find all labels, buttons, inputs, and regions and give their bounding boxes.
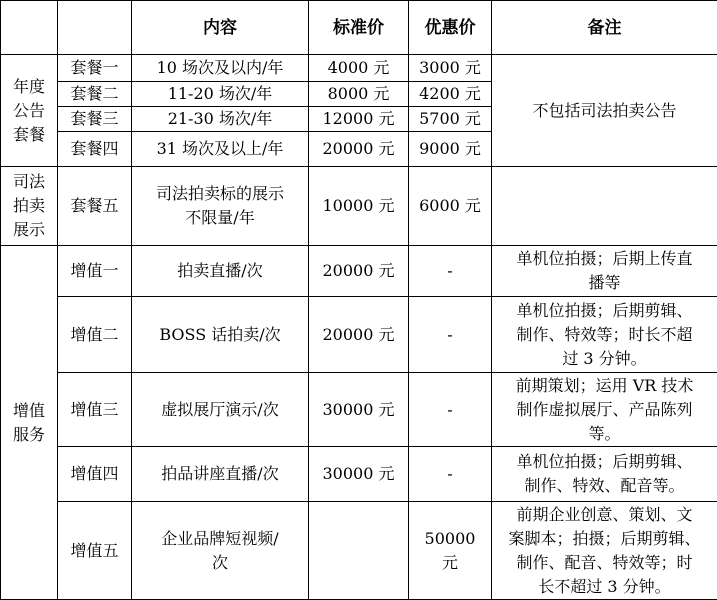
package-content: 21-30 场次/年	[132, 107, 309, 132]
standard-price: 20000 元	[309, 297, 409, 373]
package-name: 增值二	[58, 297, 132, 373]
remark-text: 单机位拍摄；后期上传直 播等	[516, 249, 692, 292]
table-row	[1, 167, 717, 246]
discount-price: -	[409, 447, 492, 502]
standard-price: 8000 元	[309, 82, 409, 107]
discount-price: -	[409, 297, 492, 373]
package-content: 31 场次及以上/年	[132, 132, 309, 167]
header-blank-2	[58, 1, 132, 55]
remark-text: 前期策划；运用 VR 技术 制作虚拟展厅、产品陈列 等。	[516, 376, 694, 443]
standard-price: 4000 元	[309, 55, 409, 82]
remark-text: 单机位拍摄；后期剪辑、 制作、特效等；时长不超 过 3 分钟。	[516, 301, 692, 368]
header-remark: 备注	[492, 1, 717, 55]
discount-price: -	[409, 373, 492, 447]
content-text: 司法拍卖标的展示 不限量/年	[156, 184, 284, 227]
package-name: 增值四	[58, 447, 132, 502]
discount-text: 50000 元	[425, 529, 476, 572]
remark	[492, 447, 717, 502]
standard-price	[309, 502, 409, 600]
remark	[492, 502, 717, 600]
package-name: 套餐五	[58, 167, 132, 246]
remark	[492, 246, 717, 297]
remark	[492, 297, 717, 373]
remark-text: 单机位拍摄；后期剪辑、 制作、特效、配音等。	[516, 452, 692, 495]
package-name: 套餐二	[58, 82, 132, 107]
package-content: 10 场次及以内/年	[132, 55, 309, 82]
package-content: BOSS 话拍卖/次	[132, 297, 309, 373]
package-content: 11-20 场次/年	[132, 82, 309, 107]
standard-price: 20000 元	[309, 246, 409, 297]
content-text: 企业品牌短视频/ 次	[161, 529, 278, 572]
remark	[492, 373, 717, 447]
package-name: 套餐一	[58, 55, 132, 82]
package-content: 虚拟展厅演示/次	[132, 373, 309, 447]
group-label: 增值 服务	[13, 401, 45, 444]
standard-price: 10000 元	[309, 167, 409, 246]
discount-price: 9000 元	[409, 132, 492, 167]
table-row	[1, 373, 717, 447]
package-name: 增值三	[58, 373, 132, 447]
package-name: 套餐三	[58, 107, 132, 132]
header-discount-price: 优惠价	[409, 1, 492, 55]
discount-price: 6000 元	[409, 167, 492, 246]
package-content	[132, 502, 309, 600]
header-row	[1, 1, 717, 55]
package-content	[132, 167, 309, 246]
table-row	[1, 502, 717, 600]
table-row	[1, 297, 717, 373]
standard-price: 12000 元	[309, 107, 409, 132]
package-content: 拍卖直播/次	[132, 246, 309, 297]
group-judicial	[1, 167, 58, 246]
group-value-added	[1, 246, 58, 600]
table-row	[1, 55, 717, 82]
header-content: 内容	[132, 1, 309, 55]
remark-text: 前期企业创意、策划、文 案脚本；拍摄；后期剪辑、 制作、配音、特效等；时 长不超过 3 分钟。	[508, 505, 700, 596]
header-blank	[1, 1, 58, 55]
annual-remark: 不包括司法拍卖公告	[492, 55, 717, 167]
package-name: 增值一	[58, 246, 132, 297]
standard-price: 20000 元	[309, 132, 409, 167]
discount-price	[409, 502, 492, 600]
standard-price: 30000 元	[309, 373, 409, 447]
package-content: 拍品讲座直播/次	[132, 447, 309, 502]
table-row	[1, 246, 717, 297]
discount-price: -	[409, 246, 492, 297]
standard-price: 30000 元	[309, 447, 409, 502]
discount-price: 4200 元	[409, 82, 492, 107]
group-label: 司法 拍卖 展示	[13, 172, 45, 239]
group-label: 年度 公告 套餐	[13, 77, 45, 144]
discount-price: 3000 元	[409, 55, 492, 82]
discount-price: 5700 元	[409, 107, 492, 132]
package-name: 增值五	[58, 502, 132, 600]
remark	[492, 167, 717, 246]
table-row	[1, 447, 717, 502]
header-standard-price: 标准价	[309, 1, 409, 55]
package-name: 套餐四	[58, 132, 132, 167]
group-annual	[1, 55, 58, 167]
